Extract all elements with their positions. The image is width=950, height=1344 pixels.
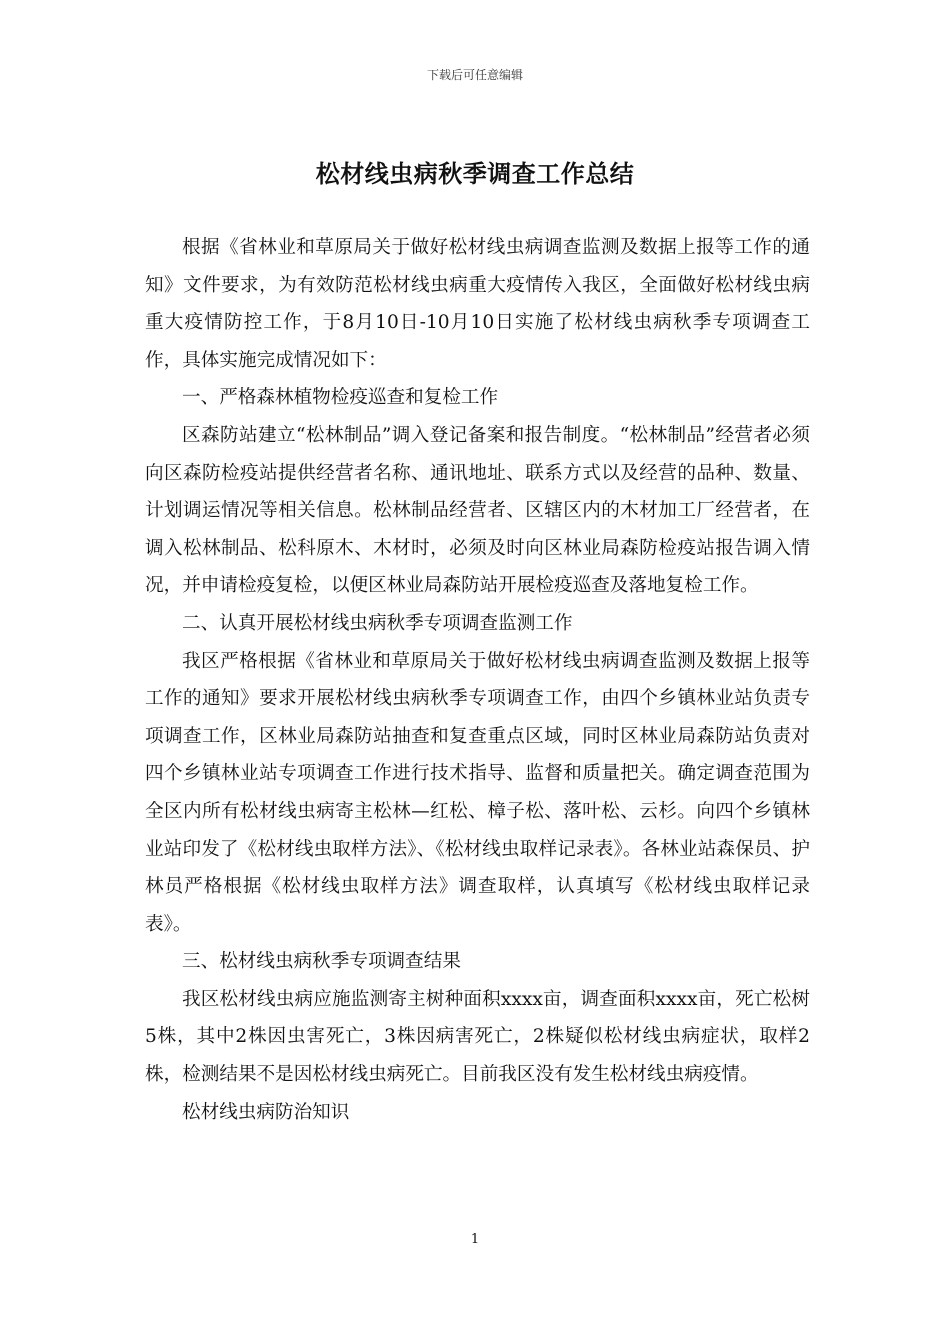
section-heading-1: 一、严格森林植物检疫巡查和复检工作 xyxy=(182,387,499,409)
knowledge-heading: 松材线虫病防治知识 xyxy=(182,1101,350,1123)
page-number: 1 xyxy=(470,1232,480,1247)
document-title: 松材线虫病秋季调查工作总结 xyxy=(315,159,635,188)
section-1-paragraph: 区森防站建立“松林制品”调入登记备案和报告制度。“松林制品”经营者必须向区森防检疫站提供经营者名称、通讯地址、联系方式以及经营的品种、数量、计划调运情况等相关信息。松林制品经营者、区辖区内的木材加工厂经营者，在调入松林制品、松科原木、木材时，必须及时向区林业局森防检疫站报告调入情况，并申请检疫复检，以便区林业局森防站开展检疫巡查及落地复检工作。 xyxy=(145,424,810,597)
section-3-paragraph: 我区松材线虫病应施监测寄主树种面积xxxx亩，调查面积xxxx亩，死亡松树5株，其中2株因虫害死亡，3株因病害死亡，2株疑似松材线虫病症状，取样2株，检测结果不是因松材线虫病死亡。目前我区没有发生松材线虫病疫情。 xyxy=(145,988,810,1086)
section-2-paragraph: 我区严格根据《省林业和草原局关于做好松材线虫病调查监测及数据上报等工作的通知》要求开展松材线虫病秋季专项调查工作，由四个乡镇林业站负责专项调查工作，区林业局森防站抽查和复查重点区域，同时区林业局森防站负责对四个乡镇林业站专项调查工作进行技术指导、监督和质量把关。确定调查范围为全区内所有松材线虫病寄主松林—红松、樟子松、落叶松、云杉。向四个乡镇林业站印发了《松材线虫取样方法》、《松材线虫取样记录表》。各林业站森保员、护林员严格根据《松材线虫取样方法》调查取样，认真填写《松材线虫取样记录表》。 xyxy=(145,650,810,935)
download-note: 下载后可任意编辑 xyxy=(426,68,523,82)
section-heading-3: 三、松材线虫病秋季专项调查结果 xyxy=(182,951,461,973)
section-heading-2: 二、认真开展松材线虫病秋季专项调查监测工作 xyxy=(182,612,573,634)
intro-paragraph: 根据《省林业和草原局关于做好松材线虫病调查监测及数据上报等工作的通知》文件要求，为有效防范松材线虫病重大疫情传入我区，全面做好松材线虫病重大疫情防控工作，于8月10日-10月10日实施了松材线虫病秋季专项调查工作，具体实施完成情况如下： xyxy=(145,237,810,371)
document-body xyxy=(145,229,810,1131)
